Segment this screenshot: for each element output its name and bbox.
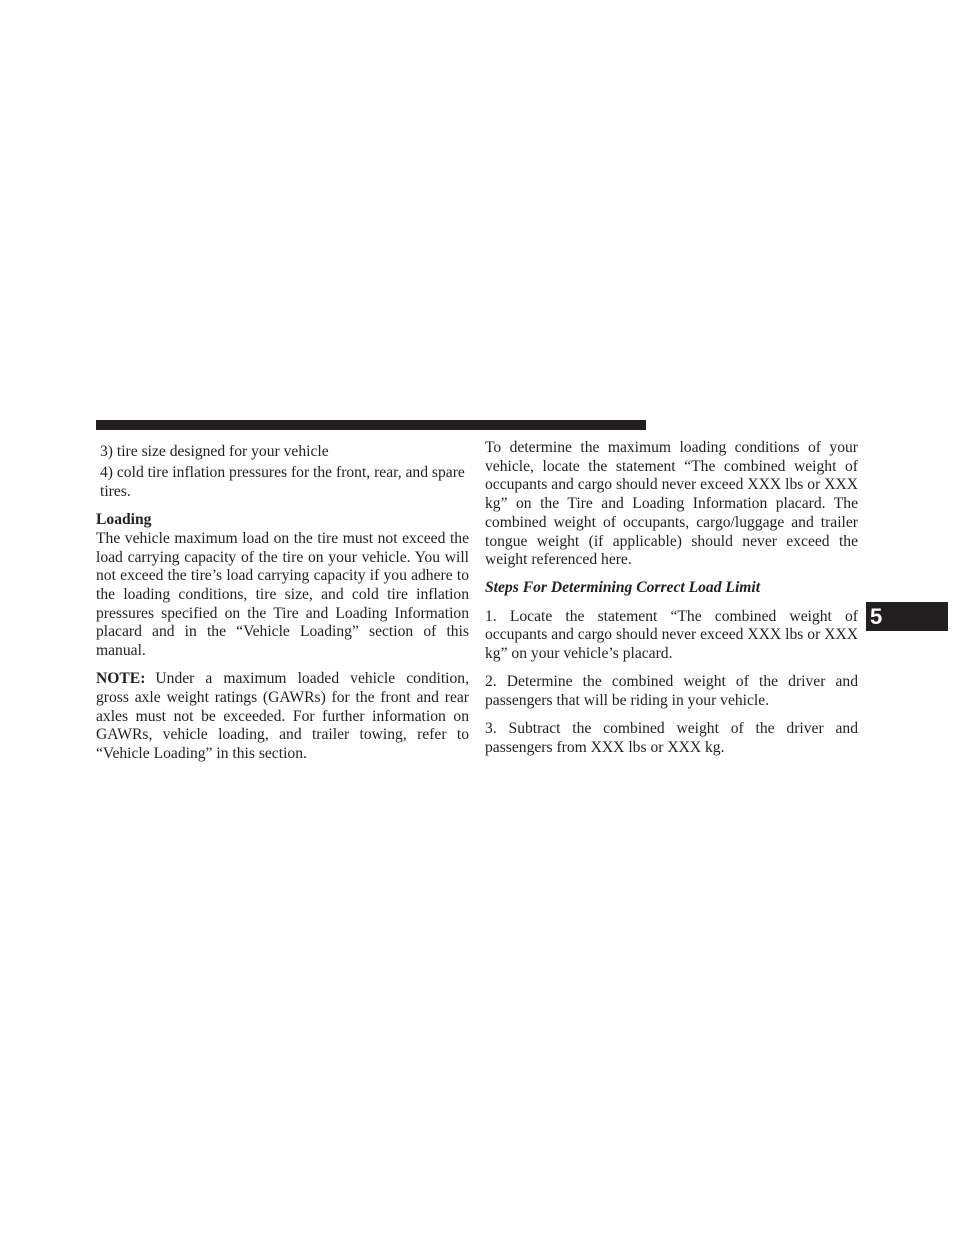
left-column: [96, 443, 469, 764]
step-item: 2. Determine the combined weight of the driver and passengers that will be riding in your vehicle.: [485, 673, 858, 709]
step-item: 1. Locate the statement “The combined weight of occupants and cargo should never exceed XXX lbs or XXX kg” on your vehicle’s placard.: [485, 607, 858, 663]
right-column: [485, 439, 858, 758]
note-text: Under a maximum loaded vehicle condition, gross axle weight ratings (GAWRs) for the front and rear axles must not be exceeded. For further information on GAWRs, vehicle loading, and trailer towing, refer to “Vehicle Loading” in this section.: [96, 670, 469, 763]
header-rule: [96, 420, 646, 430]
step-item: 3. Subtract the combined weight of the driver and passengers from XXX lbs or XXX kg.: [485, 720, 858, 756]
note-label: NOTE:: [96, 670, 146, 688]
list-item: 3) tire size designed for your vehicle: [100, 443, 329, 460]
intro-paragraph: To determine the maximum loading conditions of your vehicle, locate the statement “The combined weight of occupants and cargo should never exceed XXX lbs or XXX kg” on the Tire and Loading Information placard. The combined weight of occupants, cargo/luggage and trailer tongue weight (if applicable) should never exceed the weight referenced here.: [485, 439, 858, 569]
note-paragraph: [96, 670, 469, 764]
list-item: 4) cold tire inflation pressures for the front, rear, and spare tires.: [100, 464, 465, 500]
steps-heading: Steps For Determining Correct Load Limit: [485, 579, 761, 597]
loading-heading: Loading: [96, 511, 152, 529]
section-tab: 5: [866, 602, 948, 631]
loading-paragraph: The vehicle maximum load on the tire must not exceed the load carrying capacity of the tire on your vehicle. You will not exceed the tire’s load carrying capacity if you adhere to the loading conditions, tire size, and cold tire inflation pressures specified on the Tire and Loading Information placard and in the “Vehicle Loading” section of this manual.: [96, 529, 469, 660]
